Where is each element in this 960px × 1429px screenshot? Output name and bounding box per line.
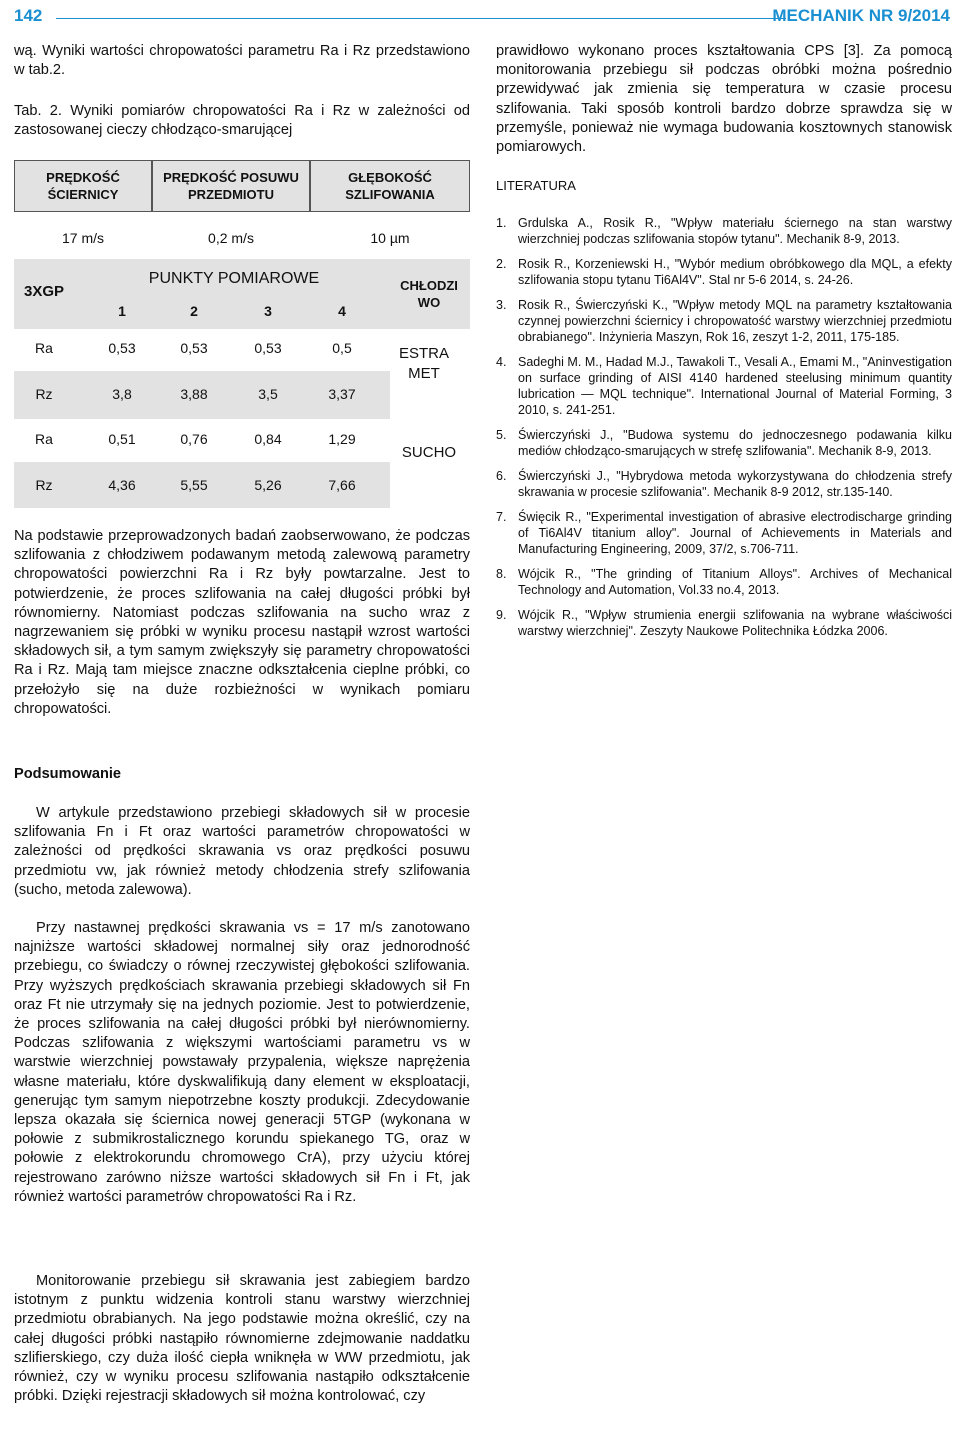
reference-list <box>496 215 952 648</box>
page-number: 142 <box>14 6 43 25</box>
roughness-table <box>14 160 470 500</box>
intro-paragraph: wą. Wyniki wartości chropowatości parametru Ra i Rz przedstawiono w tab.2. <box>14 43 470 79</box>
table-caption: Tab. 2. Wyniki pomiarów chropowatości Ra i Rz w zależności od zastosowanej cieczy chłodząco-smarującej <box>14 103 470 139</box>
summary-paragraph: Monitorowanie przebiegu sił skrawania jest zabiegiem bardzo istotnym z punktu widzenia kontroli stanu warstwy wierzchniej przedmiotu obrabianych. Na jego podstawie można określić, czy na całej długości próbki nastąpiło równomierne zdejmowanie naddatku szlifierskiego, czy duża ilość ciepła wniknęła w WW przedmiotu, jak również, czy w wyniku procesu szlifowania nastąpiło odkształcenie próbki. Dzięki rejestracji składowych sił można kontrolować, czy <box>14 1273 470 1405</box>
cell-value: 5,55 <box>180 477 208 493</box>
literature-heading: LITERATURA <box>496 178 576 193</box>
cell-value: 4,36 <box>108 477 136 493</box>
row-param: Rz <box>35 477 53 493</box>
reference-item: 2. Rosik R., Korzeniewski H., "Wybór medium obróbkowego dla MQL, a efekty szlifowania stopu tytanu Ti6Al4V". Stal nr 5-6 2014, s. 24-26. <box>496 257 952 287</box>
left-intro <box>14 42 470 80</box>
point-number: 1 <box>118 303 126 319</box>
point-number: 3 <box>264 303 272 319</box>
header-depth: GŁĘBOKOŚĆ SZLIFOWANIA <box>310 160 470 212</box>
points-title: PUNKTY POMIAROWE <box>148 270 320 287</box>
reference-item: 8. Wójcik R., "The grinding of Titanium Alloys". Archives of Mechanical Technology and Automation, Vol.33 no.4, 2013. <box>496 567 952 597</box>
summary-paragraph: Przy nastawnej prędkości skrawania vs = 17 m/s zanotowano najniższe wartości składowej normalnej siły oraz jednorodność przebiegu, co świadczy o równej rzeczywistej głębokości szlifowania. Przy wyższych prędkościach skrawania przebiegi składowych sił Fn oraz Ft nie utrzymały się na jednych poziomie. Jest to potwierdzenie, że proces szlifowania na całej długości próbki był nierównomierny. Podczas szlifowania z większymi wartościami parametru vs w warstwie wierzchniej powstawały przypalenia, większe naprężenia własne materiału, które dyskwalifikują dany element w eksploatacji, generując tym samym niepotrzebne koszty produkcji. Zdecydowanie lepsza okazała się ściernica nowej generacji 5TGP (wykonana w połowie z submikrostalicznego korundu spiekanego TG, oraz w połowie z elektrokorundu chromowego CrA), przy użyciu której rejestrowano zarówno niższe wartości składowych sił Fn i Ft, jak również wartości parametrów chropowatości Ra i Rz. <box>14 920 470 1205</box>
cell-value: 7,66 <box>328 477 356 493</box>
summary-p1 <box>14 804 470 900</box>
reference-item: 4. Sadeghi M. M., Hadad M.J., Tawakoli T., Vesali A., Emami M., "Aninvestigation on surface grinding of AISI 4140 hardened steelusing minimum quantity lubrication — MQL technique". International Journal of Material Forming, 3 2010, s. 241-251. <box>496 355 952 417</box>
cell-value: 0,53 <box>108 340 136 356</box>
right-paragraph: prawidłowo wykonano proces kształtowania CPS [3]. Za pomocą monitorowania przebiegu sił podczas obróbki można pośrednio przewidywać jak zmienia się temperatura w czasie procesu szlifowania. Taki sposób kontroli bardzo dobrze sprawdza się w przemyśle, ponieważ nie wymaga budowania kosztownych stanowisk pomiarowych. <box>496 43 952 156</box>
cell-value: 0,53 <box>180 340 208 356</box>
page-header <box>14 6 952 28</box>
reference-item: 6. Świerczyński J., "Hybrydowa metoda wykorzystywana do chłodzenia strefy skrawania w procesie szlifowania". Mechanik 8-9 2012, str.135-140. <box>496 469 952 499</box>
cell-value: 3,37 <box>328 386 356 402</box>
cell-value: 0,51 <box>108 431 136 447</box>
cell-value: 3,8 <box>112 386 132 402</box>
row-param: Ra <box>35 431 53 447</box>
point-number: 2 <box>190 303 198 319</box>
summary-p2 <box>14 919 470 1207</box>
cell-value: 0,53 <box>254 340 282 356</box>
summary-p3 <box>14 1272 470 1406</box>
wheel-label: 3XGP <box>23 283 65 300</box>
param-depth: 10 µm <box>370 230 410 246</box>
header-rule <box>56 18 786 19</box>
cell-value: 0,84 <box>254 431 282 447</box>
cell-value: 3,88 <box>180 386 208 402</box>
summary-paragraph: W artykule przedstawiono przebiegi składowych sił w procesie szlifowania Fn i Ft oraz wartości parametrów chropowatości w zależności od prędkości skrawania vs oraz prędkości posuwu przedmiotu vw, jak również metody chłodzenia strefy szlifowania (sucho, metoda zalewowa). <box>14 805 470 898</box>
cell-value: 0,76 <box>180 431 208 447</box>
cell-value: 5,26 <box>254 477 282 493</box>
cell-value: 3,5 <box>258 386 278 402</box>
summary-heading: Podsumowanie <box>14 766 122 782</box>
point-number: 4 <box>338 303 346 319</box>
cell-value: 1,29 <box>328 431 356 447</box>
param-feed-speed: 0,2 m/s <box>208 230 254 246</box>
row-param: Rz <box>35 386 53 402</box>
reference-item: 3. Rosik R., Świerczyński K., "Wpływ metody MQL na parametry kształtowania czynnej powierzchni ściernicy i chropowatość warstwy wierzchniej przedmiotu obrabianego". Inżynieria Maszyn, Rok 16, zeszyt 1-2, 2011, 175-185. <box>496 298 952 344</box>
reference-item: 7. Święcik R., "Experimental investigation of abrasive electrodischarge grinding of Ti6Al4V titanium alloy". Journal of Achievements in Materials and Manufacturing Engineering, 2009, 37/2, s.706-711. <box>496 510 952 556</box>
header-wheel-speed: PRĘDKOŚĆ ŚCIERNICY <box>14 160 152 212</box>
param-wheel-speed: 17 m/s <box>61 230 104 246</box>
coolant-sucho: SUCHO <box>401 444 457 461</box>
coolant-header: CHŁODZIWO <box>400 278 458 310</box>
body-paragraph: Na podstawie przeprowadzonych badań zaobserwowano, że podczas szlifowania z chłodziwem podawanym metodą zalewową parametry chropowatości powierzchni Ra i Rz były powtarzalne. Jest to potwierdzenie, że proces szlifowania na całej długości próbki był równomierny. Natomiast podczas szlifowania na sucho wraz z nagrzewaniem się próbki w wyniku procesu nastąpił wzrost wartości składowych sił, a tym samym zwiększyły się parametry chropowatości Ra i Rz. Mają tam miejsce znaczne odkształcenia cieplne próbki, co przełożyło się na duże rozbieżności w wynikach pomiaru chropowatości. <box>14 528 470 717</box>
reference-item: 5. Świerczyński J., "Budowa systemu do jednoczesnego podawania kilku mediów chłodząco-smarujących w strefę szlifowania". Mechanik 8-9, 2013. <box>496 428 952 458</box>
left-body <box>14 527 470 719</box>
coolant-estramet: ESTRAMET <box>398 345 449 382</box>
reference-item: 1. Grdulska A., Rosik R., "Wpływ materiału ściernego na stan warstwy wierzchniej podczas szlifowania stopów tytanu". Mechanik 8-9, 2013. <box>496 216 952 246</box>
reference-item: 9. Wójcik R., "Wpływ strumienia energii szlifowania na wybrane właściwości warstwy wierzchniej". Zeszyty Naukowe Politechnika Łódzka 2006. <box>496 608 952 638</box>
journal-title: MECHANIK NR 9/2014 <box>772 6 950 25</box>
row-param: Ra <box>35 340 53 356</box>
cell-value: 0,5 <box>332 340 352 356</box>
header-feed-speed: PRĘDKOŚĆ POSUWU PRZEDMIOTU <box>152 160 310 212</box>
right-body <box>496 42 952 157</box>
